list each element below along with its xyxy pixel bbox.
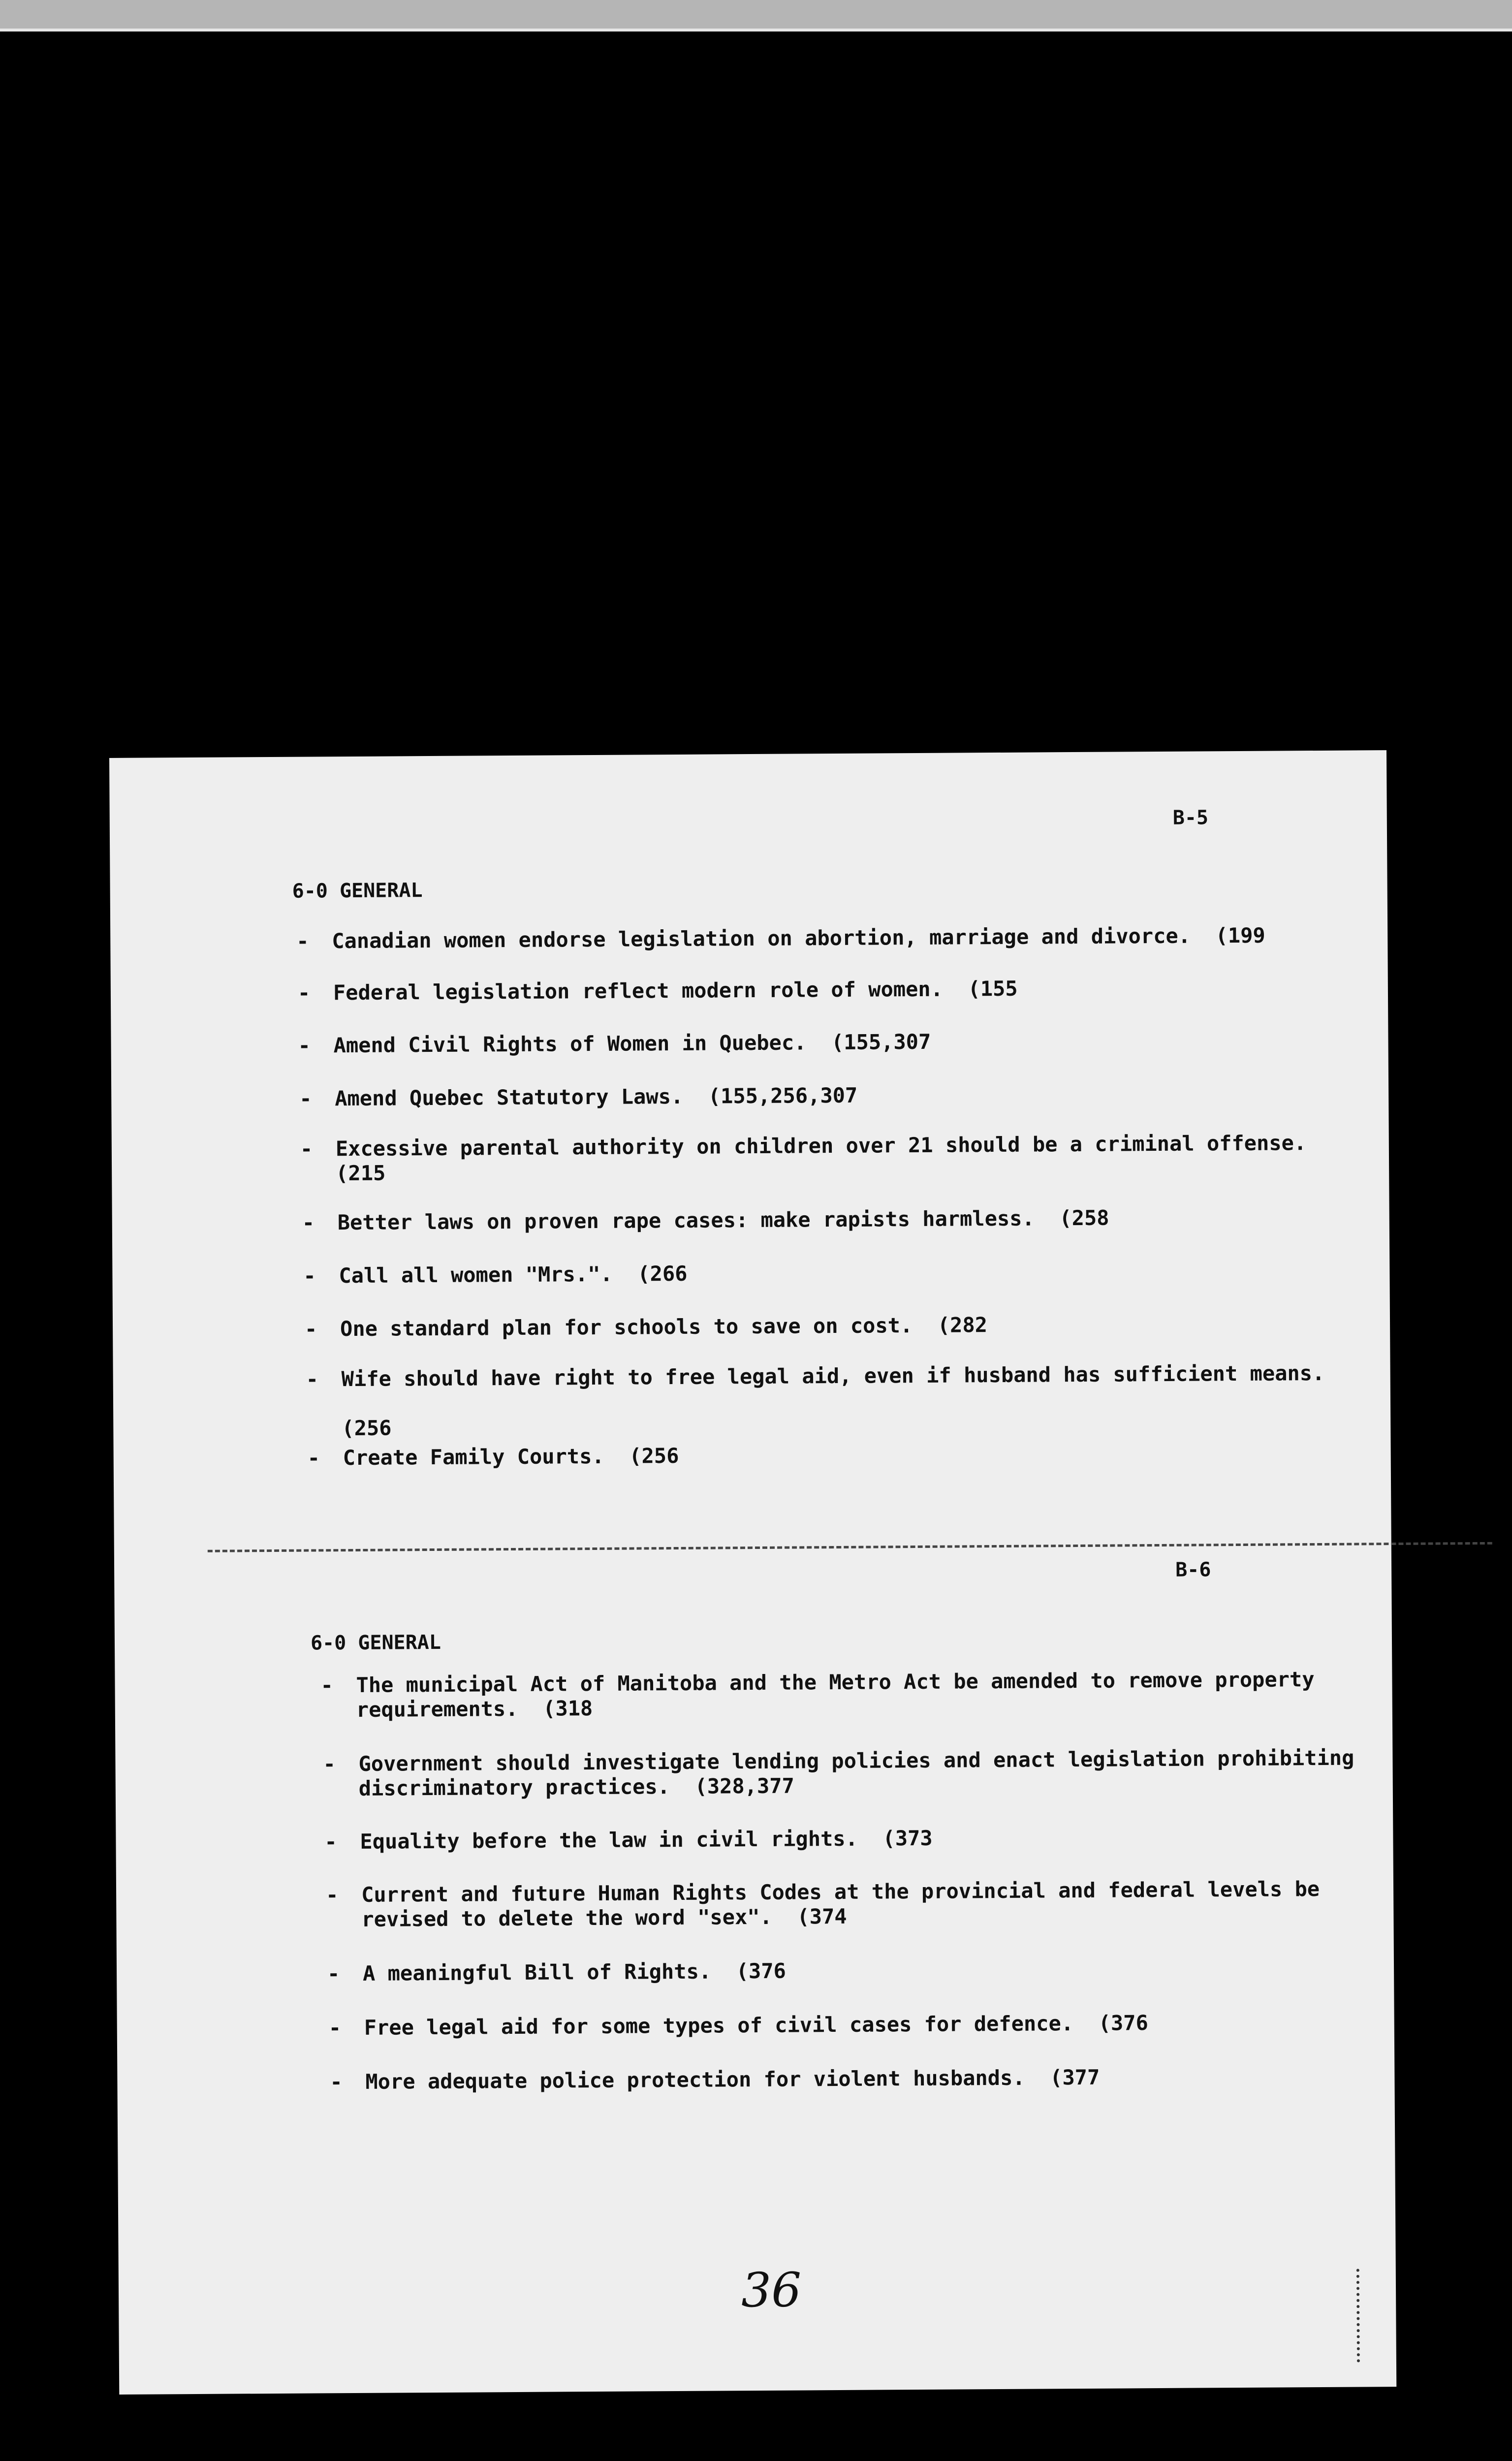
list-item: - One standard plan for schools to save on cost. (282 [304, 1313, 988, 1341]
bullet: - [297, 980, 311, 1005]
document-page [109, 750, 1396, 2395]
film-edge-strip [0, 0, 1512, 32]
list-item: - Amend Quebec Statutory Laws. (155,256,307 [299, 1083, 858, 1111]
bullet: - [304, 1317, 317, 1341]
list-item: - Current and future Human Rights Codes at the provincial and federal levels be revised to delete the word "sex". (374 [325, 1877, 1320, 1931]
page-number: 36 [741, 2262, 802, 2318]
list-item: - Canadian women endorse legislation on abortion, marriage and divorce. (199 [296, 923, 1265, 953]
bullet: - [324, 1830, 337, 1854]
list-item: - Amend Civil Rights of Women in Quebec. (155,307 [298, 1029, 931, 1058]
list-item: - Better laws on proven rape cases: make rapists harmless. (258 [302, 1205, 1109, 1235]
bullet: - [302, 1210, 315, 1235]
list-item: - Call all women "Mrs.". (266 [303, 1261, 688, 1288]
bullet: - [328, 2016, 342, 2040]
list-item: - A meaningful Bill of Rights. (376 [327, 1958, 786, 1986]
list-item: - More adequate police protection for violent husbands. (377 [330, 2065, 1100, 2094]
margin-mark [1356, 2269, 1363, 2363]
bullet: - [306, 1367, 319, 1391]
list-item: - Equality before the law in civil rights. (373 [324, 1826, 933, 1854]
bullet: - [323, 1752, 336, 1776]
list-item: - Federal legislation reflect modern role of women. (155 [297, 976, 1018, 1005]
list-item: - Free legal aid for some types of civil cases for defence. (376 [328, 2011, 1148, 2040]
section-heading-b6: 6-0 GENERAL [310, 1631, 441, 1655]
bullet: - [325, 1883, 339, 1907]
bullet: - [330, 2070, 343, 2094]
list-item: - Wife should have right to free legal aid, even if husband has sufficient means. (256 [306, 1360, 1325, 1441]
list-item: - Create Family Courts. (256 [307, 1443, 679, 1470]
bullet: - [327, 1961, 340, 1986]
bullet: - [320, 1673, 333, 1698]
bullet: - [298, 1033, 311, 1058]
bullet: - [300, 1136, 313, 1161]
page-divider [208, 1542, 1492, 1552]
page-id-b5: B-5 [1172, 806, 1209, 829]
list-item: - Excessive parental authority on children over 21 should be a criminal offense. (215 [300, 1131, 1307, 1186]
bullet: - [299, 1086, 312, 1111]
list-item: - The municipal Act of Manitoba and the Metro Act be amended to remove property requirements. (318 [320, 1667, 1315, 1722]
page-id-b6: B-6 [1175, 1558, 1211, 1581]
section-heading-b5: 6-0 GENERAL [292, 879, 423, 903]
bullet: - [307, 1446, 320, 1470]
list-item: - Government should investigate lending policies and enact legislation prohibiting discriminatory practices. (328,377 [323, 1745, 1354, 1800]
bullet: - [296, 929, 309, 953]
bullet: - [303, 1263, 316, 1288]
